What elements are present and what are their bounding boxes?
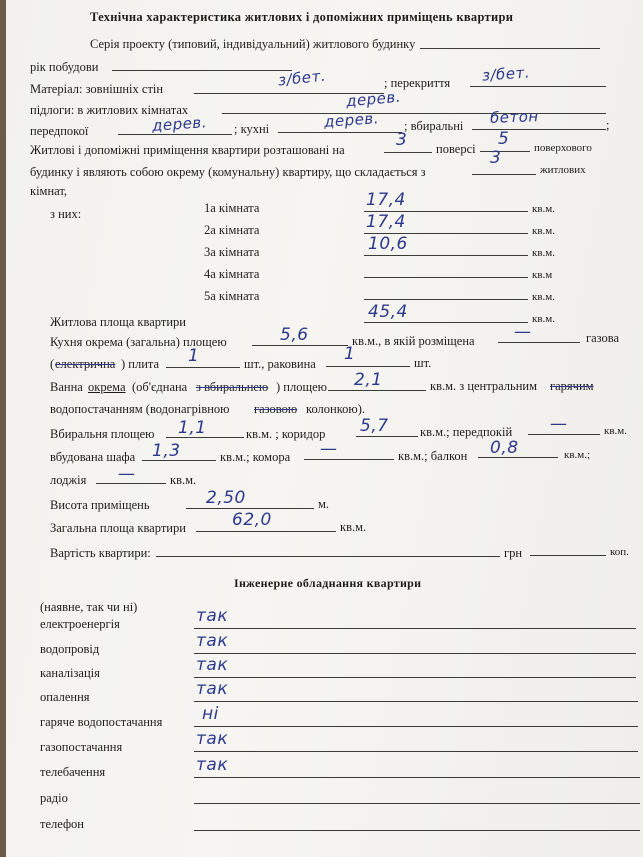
loggia-value: — [118, 464, 136, 484]
kitchen-floor-value: дерев. [323, 109, 380, 131]
eng-label-heating: опалення [40, 690, 90, 704]
stove-line [166, 367, 240, 368]
eng-line-water [194, 653, 636, 654]
bath-text-3: водопостачанням (водонагрівною [50, 402, 230, 416]
bath-area-line [328, 390, 426, 391]
closet-value: 1,3 [152, 441, 181, 461]
eng-value-gas: так [196, 729, 229, 749]
room-3-unit: кв.м. [532, 247, 555, 259]
eng-value-water: так [196, 631, 229, 651]
living-area-line [364, 322, 528, 323]
eng-line-radio [194, 803, 640, 804]
year-label: рік побудови [30, 60, 99, 74]
eng-line-electricity [194, 628, 636, 629]
bath-floor-label: ; вбиральні [404, 119, 464, 133]
storeys-line [480, 151, 530, 152]
bath-label-e: ) площею [276, 380, 327, 394]
toilet-text-3: кв.м.; передпокій [420, 425, 513, 439]
bath-text-2: кв.м. з центральним [430, 379, 538, 393]
balcony-value: 0,8 [490, 438, 519, 458]
cost-unit-uah: грн [504, 546, 523, 560]
total-area-value: 62,0 [232, 510, 272, 530]
room-5-unit: кв.м. [532, 291, 555, 303]
corridor-value: 5,7 [360, 416, 389, 436]
eng-value-electricity: так [196, 606, 229, 626]
walls-value: з/бет. [277, 66, 327, 90]
closet-text-4: кв.м.; [564, 449, 591, 461]
room-2-value: 17,4 [366, 212, 406, 232]
room-4-unit: кв.м [532, 269, 553, 281]
location-text-6: кімнат, [30, 184, 68, 198]
toilet-text-2: кв.м. ; коридор [246, 427, 326, 441]
floor-line [384, 152, 432, 153]
gas-line [498, 342, 580, 343]
closet-label: вбудована шафа [50, 450, 136, 464]
room-2-unit: кв.м. [532, 225, 555, 237]
room-2-label: 2а кімната [204, 223, 260, 237]
living-area-value: 45,4 [368, 302, 408, 322]
total-area-line [196, 531, 336, 532]
eng-line-hot-water [194, 726, 638, 727]
eng-line-heating [194, 701, 638, 702]
document-sheet [6, 0, 643, 857]
hall-floor-value: дерев. [151, 113, 208, 135]
location-text-3: поверхового [534, 142, 592, 154]
kitchen-text-4: шт., раковина [244, 357, 316, 371]
engineering-title: Інженерне обладнання квартири [234, 576, 422, 590]
kitchen-floor-label: ; кухні [234, 122, 270, 136]
room-3-value: 10,6 [368, 234, 408, 254]
hall-area-line [528, 434, 600, 435]
ceiling-line [470, 86, 606, 87]
living-area-label: Житлова площа квартири [50, 315, 186, 329]
eng-label-radio: радіо [40, 791, 68, 805]
eng-label-sewage: каналізація [40, 666, 100, 680]
stove-suffix: ) плита [121, 357, 160, 371]
loggia-unit: кв.м. [170, 473, 197, 487]
rooms-of-label: з них: [50, 207, 82, 221]
eng-line-phone [194, 830, 640, 831]
room-4-line [364, 277, 528, 278]
cost-kop-line [530, 555, 606, 556]
room-3-line [364, 255, 528, 256]
kitchen-text-5: шт. [414, 356, 432, 370]
height-unit: м. [318, 497, 330, 511]
height-value: 2,50 [206, 488, 246, 508]
toilet-label: Вбиральня площею [50, 427, 155, 441]
hall-area-value: — [550, 414, 568, 434]
location-text-5: житлових [540, 164, 586, 176]
kitchen-area-value: 5,6 [280, 325, 309, 345]
ceiling-label: ; перекриття [384, 76, 451, 90]
stove-struck: електрична [55, 357, 116, 371]
eng-label-phone: телефон [40, 817, 84, 831]
bath-floor-suffix: ; [606, 118, 610, 132]
rooms-count-value: 3 [490, 148, 502, 168]
location-text-1: Житлові і допоміжні приміщення квартири розташовані на [30, 143, 345, 157]
living-area-unit: кв.м. [532, 313, 555, 325]
kitchen-text-3: газова [586, 331, 620, 345]
corridor-line [356, 436, 418, 437]
eng-line-gas [194, 751, 638, 752]
eng-label-hot-water: гаряче водопостачання [40, 715, 163, 729]
room-5-line [364, 299, 528, 300]
floors-label: підлоги: в житлових кімнатах [30, 103, 189, 117]
kitchen-area-line [252, 345, 348, 346]
room-1-unit: кв.м. [532, 203, 555, 215]
bath-label-b: окрема [88, 380, 126, 394]
page-title: Технічна характеристика житлових і допоміжних приміщень квартири [90, 10, 514, 24]
floor-value: 3 [396, 130, 408, 150]
loggia-label: лоджія [50, 473, 87, 487]
storage-value: — [320, 439, 338, 459]
rooms-count-line [472, 174, 536, 175]
sink-line [326, 366, 410, 367]
hall-floor-line [118, 134, 232, 135]
series-label: Серія проекту (типовий, індивідуальний) житлового будинку [90, 37, 416, 51]
cost-uah-line [156, 556, 500, 557]
closet-text-2: кв.м.; комора [220, 450, 291, 464]
eng-value-tv: так [196, 755, 229, 775]
room-3-label: 3а кімната [204, 245, 260, 259]
storage-line [304, 459, 394, 460]
gas-value: — [514, 322, 532, 342]
eng-value-sewage: так [196, 655, 229, 675]
stove-prefix: ( [50, 357, 55, 371]
hall-floor-label: передпокої [30, 124, 89, 138]
series-line [420, 48, 600, 49]
eng-label-electricity: електроенергія [40, 617, 120, 631]
toilet-value: 1,1 [178, 418, 207, 438]
engineering-note: (наявне, так чи ні) [40, 600, 138, 614]
kitchen-label: Кухня окрема (загальна) площею [50, 335, 227, 349]
cost-label: Вартість квартири: [50, 546, 151, 560]
kitchen-floor-line [278, 132, 402, 133]
bath-label-c: (об'єднана [132, 380, 188, 394]
bath-text-4: колонкою). [306, 402, 366, 416]
closet-text-3: кв.м.; балкон [398, 449, 468, 463]
kitchen-text-2: кв.м., в якій розміщена [352, 334, 475, 348]
room-1-label: 1а кімната [204, 201, 260, 215]
bath-floor-line [472, 129, 606, 130]
eng-line-sewage [194, 677, 636, 678]
year-line [112, 70, 292, 71]
height-label: Висота приміщень [50, 498, 150, 512]
total-area-unit: кв.м. [340, 520, 367, 534]
stove-value: 1 [188, 346, 200, 366]
eng-label-gas: газопостачання [40, 740, 123, 754]
bath-floor-value: бетон [489, 107, 540, 127]
walls-label: Матеріал: зовнішніх стін [30, 82, 164, 96]
storeys-value: 5 [498, 129, 510, 149]
bath-area-value: 2,1 [354, 370, 383, 390]
height-line [186, 508, 314, 509]
location-text-2: поверсі [436, 142, 476, 156]
eng-value-heating: так [196, 679, 229, 699]
bath-struck: гарячим [550, 379, 594, 393]
bath-struck-2: газовою [254, 402, 298, 416]
eng-value-hot-water: ні [202, 704, 219, 724]
room-1-value: 17,4 [366, 190, 406, 210]
toilet-text-4: кв.м. [604, 425, 627, 437]
cost-unit-kop: коп. [610, 546, 629, 558]
room-5-label: 5а кімната [204, 289, 260, 303]
room-4-label: 4а кімната [204, 267, 260, 281]
sink-value: 1 [344, 344, 356, 364]
location-text-4: будинку і являють собою окрему (комунальну) квартиру, що складається з [30, 165, 426, 179]
eng-line-tv [194, 777, 640, 778]
bath-label-a: Ванна [50, 380, 83, 394]
floors-line [222, 113, 606, 114]
bath-label-d: з вбиральнею [196, 380, 269, 394]
eng-label-water: водопровід [40, 642, 100, 656]
floors-value: дерев. [345, 87, 402, 111]
ceiling-value: з/бет. [481, 63, 531, 85]
eng-label-tv: телебачення [40, 765, 106, 779]
total-area-label: Загальна площа квартири [50, 521, 186, 535]
